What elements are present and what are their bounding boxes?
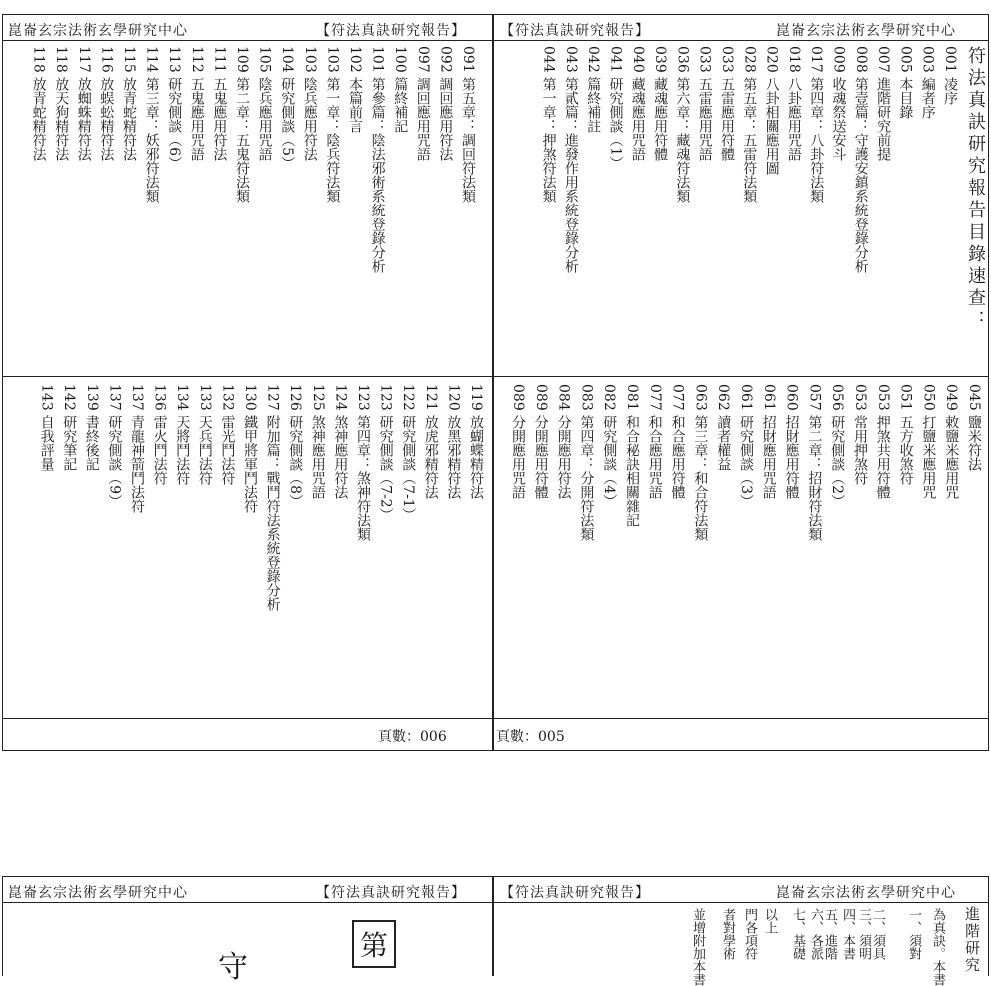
toc-entry: 126 研究側談（8）: [287, 384, 304, 509]
toc-entry: 060 招財應用符體: [783, 384, 800, 500]
toc-entry: 101 第參篇：陰法邪術系統登錄分析: [369, 46, 386, 274]
top-rule-2: [2, 876, 989, 877]
toc-entry: 121 放虎邪精符法: [422, 384, 439, 500]
toc-entry: 137 青龍神箭鬥法符: [129, 384, 145, 514]
spread-page-2: [0, 860, 991, 986]
page2-body-column: 一、須對: [906, 908, 921, 960]
page2-body-column: 者對學術: [720, 908, 735, 960]
page2-body-column: 六、各派: [808, 908, 823, 960]
toc-entry: 063 第三章：和合符法類: [692, 384, 709, 542]
left-header-tab: 【符法真訣研究報告】: [316, 23, 466, 39]
toc-entry: 103 第一章：陰兵符法類: [324, 46, 341, 204]
toc-entry: 130 鐵甲將軍鬥法符: [242, 384, 258, 514]
top-rule: [2, 14, 989, 15]
page2-body-column: 七、基礎: [790, 908, 805, 960]
toc-entry: 081 和合秘訣相關雜記: [624, 384, 640, 528]
toc-entry: 117 放蜘蛛精符法: [75, 46, 92, 162]
page2-body-column: 並增附加本書: [690, 908, 705, 986]
toc-entry: 118 放天狗精符法: [53, 46, 70, 162]
chapter-big-char: 守: [218, 950, 248, 985]
page2-body-column: 為真訣。本書: [930, 908, 945, 986]
toc-entry: 043 第貳篇：進發作用系統登錄分析: [562, 46, 579, 274]
middle-rule: [2, 376, 989, 377]
toc-entry: 139 書終後記: [83, 384, 100, 472]
toc-entry: 036 第六章：藏魂符法類: [674, 46, 691, 204]
toc-entry: 097 調回應用咒語: [414, 46, 431, 162]
left-header-center-2: 崑崙玄宗法術玄學研究中心: [8, 885, 188, 901]
toc-entry: 142 研究筆記: [61, 384, 78, 472]
toc-entry: 003 編者序: [919, 46, 936, 120]
toc-entry: 133 天兵鬥法符: [196, 384, 213, 486]
right-border-2: [988, 876, 989, 976]
toc-entry: 112 五鬼應用咒語: [188, 46, 205, 162]
toc-entry: 089 分開應用咒語: [510, 384, 526, 500]
toc-entry: 114 第三章：妖邪符法類: [143, 46, 160, 204]
toc-entry: 123 研究側談（7-2）: [377, 384, 394, 522]
toc-entry: 120 放黑邪精符法: [445, 384, 462, 500]
left-header-center: 崑崙玄宗法術玄學研究中心: [8, 23, 188, 39]
toc-entry: 092 調回應用符法: [437, 46, 454, 162]
toc-entry: 125 煞神應用咒語: [309, 384, 326, 500]
toc-entry: 061 招財應用咒語: [760, 384, 777, 500]
bottom-rule: [2, 750, 989, 751]
toc-entry: 116 放蜈蚣精符法: [98, 46, 115, 162]
page2-title: 進階研究: [963, 906, 981, 974]
toc-entry: 122 研究側談（7-1）: [400, 384, 417, 522]
page2-body-column: 三、須明: [856, 908, 871, 960]
left-border-2: [2, 876, 3, 976]
toc-entry: 053 押煞共用符體: [874, 384, 891, 500]
gutter-line-2: [492, 876, 494, 976]
toc-entry: 018 八卦應用咒語: [785, 46, 802, 162]
right-header-tab-2: 【符法真訣研究報告】: [500, 885, 650, 901]
right-header-center: 崑崙玄宗法術玄學研究中心: [776, 23, 956, 39]
toc-entry: 082 研究側談（4）: [601, 384, 618, 509]
toc-entry: 115 放青蛇精符法: [121, 46, 137, 162]
left-border: [2, 14, 3, 750]
toc-entry: 045 鹽米符法: [966, 384, 982, 472]
toc-entry: 009 收魂祭送安斗: [830, 46, 847, 162]
toc-entry: 109 第二章：五鬼符法類: [234, 46, 250, 204]
page2-body-column: 五、進階: [822, 908, 837, 960]
toc-entry: 050 打鹽米應用咒: [920, 384, 937, 500]
toc-entry: 042 篇終補註: [585, 46, 602, 134]
header-rule: [2, 40, 989, 41]
toc-entry: 061 研究側談（3）: [738, 384, 754, 509]
page2-body-column: 四、本書: [840, 908, 855, 960]
toc-entry: 051 五方收煞符: [897, 384, 914, 486]
toc-entry: 033 五雷應用符體: [719, 46, 735, 162]
right-border: [988, 14, 989, 750]
toc-entry: 136 雷火鬥法符: [151, 384, 168, 486]
toc-entry: 053 常用押煞符: [852, 384, 868, 486]
toc-entry: 119 放蝴蝶精符法: [468, 384, 484, 500]
header-rule-2: [2, 902, 989, 903]
right-header-center-2: 崑崙玄宗法術玄學研究中心: [776, 885, 956, 901]
toc-entry: 084 分開應用符法: [555, 384, 572, 500]
toc-entry: 118 放青蛇精符法: [30, 46, 47, 162]
chapter-box-char: 第: [352, 920, 396, 968]
toc-entry: 113 研究側談（6）: [166, 46, 183, 171]
page2-body-column: 門各項符: [742, 908, 757, 960]
toc-entry: 105 陰兵應用咒語: [256, 46, 273, 162]
toc-entry: 083 第四章：分開符法類: [578, 384, 595, 542]
page2-body-column: 二、須具: [870, 908, 885, 960]
toc-entry: 062 讀者權益: [715, 384, 732, 472]
toc-entry: 089 分開應用符體: [532, 384, 549, 500]
toc-entry: 127 附加篇：戰鬥符法系統登錄分析: [264, 384, 281, 612]
toc-entry: 008 第壹篇：守護安鎮系統登錄分析: [852, 46, 869, 274]
toc-entry: 049 敕鹽米應用咒: [943, 384, 960, 500]
toc-entry: 134 天將鬥法符: [174, 384, 191, 486]
toc-entry: 124 煞神應用符法: [332, 384, 349, 500]
gutter-line: [492, 14, 494, 750]
toc-entry: 143 自我評量: [38, 384, 55, 472]
toc-entry: 056 研究側談（2）: [829, 384, 846, 509]
toc-entry: 040 藏魂應用咒語: [629, 46, 646, 162]
toc-entry: 103 陰兵應用符法: [301, 46, 318, 162]
left-header-tab-2: 【符法真訣研究報告】: [316, 885, 466, 901]
toc-entry: 005 本目錄: [897, 46, 914, 120]
toc-entry: 104 研究側談（5）: [279, 46, 296, 171]
toc-entry: 137 研究側談（9）: [106, 384, 123, 509]
toc-entry: 123 第四章：煞神符法類: [355, 384, 371, 542]
toc-entry: 028 第五章：五雷符法類: [741, 46, 758, 204]
left-page-number: 頁數：006: [378, 729, 447, 745]
toc-entry: 020 八卦相關應用圖: [763, 46, 780, 176]
toc-entry: 102 本篇前言: [347, 46, 363, 134]
page2-body-column: 以上: [762, 908, 777, 934]
toc-entry: 017 第四章：八卦符法類: [808, 46, 825, 204]
toc-entry: 091 第五章：調回符法類: [460, 46, 476, 204]
toc-entry: 077 和合應用符體: [669, 384, 686, 500]
toc-entry: 044 第一章：押煞符法類: [540, 46, 557, 204]
toc-entry: 041 研究側談（1）: [607, 46, 624, 171]
toc-entry: 057 第二章：招財符法類: [806, 384, 823, 542]
right-header-tab: 【符法真訣研究報告】: [500, 23, 650, 39]
right-page-number: 頁數：005: [496, 729, 565, 745]
footer-rule: [2, 718, 989, 719]
toc-entry: 132 雷光鬥法符: [219, 384, 236, 486]
toc-entry: 111 五鬼應用符法: [211, 46, 228, 162]
toc-entry: 100 篇終補記: [392, 46, 409, 134]
toc-title: 符法真訣研究報告目錄速查：: [965, 46, 986, 332]
toc-entry: 077 和合應用咒語: [646, 384, 663, 500]
toc-entry: 039 藏魂應用符體: [652, 46, 669, 162]
toc-entry: 007 進階研究前提: [875, 46, 892, 162]
toc-entry: 001 凌序: [942, 46, 958, 106]
toc-entry: 033 五雷應用咒語: [696, 46, 713, 162]
